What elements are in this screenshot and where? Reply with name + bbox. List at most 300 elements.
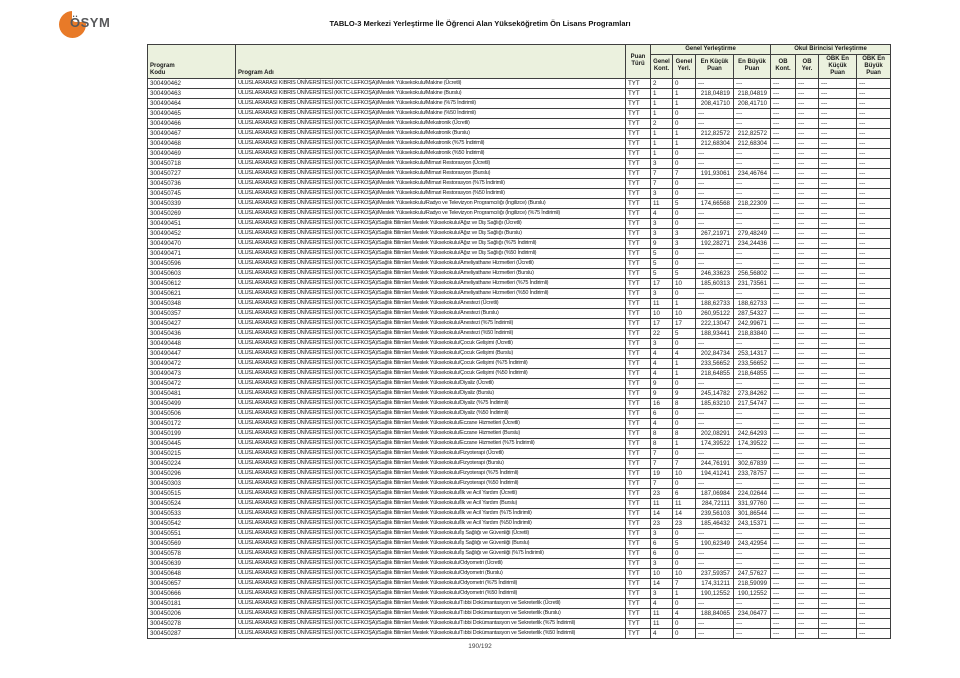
table-row (148, 598, 891, 608)
score-type-cell: TYT (626, 488, 651, 498)
table-row (148, 158, 891, 168)
obk-en-kucuk-puan-cell: --- (819, 138, 857, 148)
table-row (148, 248, 891, 258)
genel-yerl-cell: 0 (673, 178, 696, 188)
genel-yerl-cell: 0 (673, 598, 696, 608)
program-code-cell: 300450348 (148, 298, 236, 308)
en-buyuk-puan-cell: --- (734, 418, 771, 428)
score-type-cell: TYT (626, 398, 651, 408)
table-row (148, 608, 891, 618)
genel-yerl-cell: 1 (673, 358, 696, 368)
obk-en-buyuk-puan-cell: --- (857, 528, 891, 538)
ob-yer-cell: --- (796, 398, 819, 408)
en-buyuk-puan-cell: --- (734, 118, 771, 128)
table-row (148, 358, 891, 368)
table-row (148, 218, 891, 228)
program-name-cell: ULUSLARARASI KIBRIS ÜNİVERSİTESİ (KKTC-LEFKOŞA)/Sağlık Bilimleri Meslek Yüksekokulu/Eczane Hizmetleri (Burslu) (236, 428, 626, 438)
obk-en-kucuk-puan-cell: --- (819, 368, 857, 378)
ob-kont-cell: --- (771, 88, 796, 98)
table-row (148, 488, 891, 498)
program-code-cell: 300490463 (148, 88, 236, 98)
obk-en-buyuk-puan-cell: --- (857, 378, 891, 388)
ob-kont-cell: --- (771, 498, 796, 508)
obk-en-kucuk-puan-cell: --- (819, 608, 857, 618)
obk-en-kucuk-puan-cell: --- (819, 248, 857, 258)
score-type-cell: TYT (626, 98, 651, 108)
obk-en-kucuk-puan-cell: --- (819, 568, 857, 578)
obk-en-kucuk-puan-cell: --- (819, 538, 857, 548)
score-type-cell: TYT (626, 528, 651, 538)
program-code-cell: 300450621 (148, 288, 236, 298)
en-buyuk-puan-cell: 174,39522 (734, 438, 771, 448)
col-header-en-buyuk-puan: En Büyük Puan (734, 55, 771, 79)
score-type-cell: TYT (626, 88, 651, 98)
obk-en-buyuk-puan-cell: --- (857, 478, 891, 488)
obk-en-kucuk-puan-cell: --- (819, 338, 857, 348)
en-kucuk-puan-cell: --- (696, 338, 734, 348)
ob-yer-cell: --- (796, 408, 819, 418)
program-name-cell: ULUSLARARASI KIBRIS ÜNİVERSİTESİ (KKTC-LEFKOŞA)/Sağlık Bilimleri Meslek Yüksekokulu/Tıbbi Dokümantasyon ve Sekreterlik (%50 İndirimli) (236, 628, 626, 638)
obk-en-buyuk-puan-cell: --- (857, 468, 891, 478)
program-name-cell: ULUSLARARASI KIBRIS ÜNİVERSİTESİ (KKTC-LEFKOŞA)/Sağlık Bilimleri Meslek Yüksekokulu/Diyaliz (Ücretli) (236, 378, 626, 388)
obk-en-buyuk-puan-cell: --- (857, 218, 891, 228)
en-buyuk-puan-cell: --- (734, 618, 771, 628)
genel-kont-cell: 14 (651, 578, 673, 588)
program-name-cell: ULUSLARARASI KIBRIS ÜNİVERSİTESİ (KKTC-LEFKOŞA)/Sağlık Bilimleri Meslek Yüksekokulu/Çocuk Gelişimi (%50 İndirimli) (236, 368, 626, 378)
program-code-cell: 300490472 (148, 358, 236, 368)
genel-kont-cell: 6 (651, 548, 673, 558)
program-name-cell: ULUSLARARASI KIBRIS ÜNİVERSİTESİ (KKTC-LEFKOŞA)/Meslek Yüksekokulu/Mekatronik (Burslu) (236, 128, 626, 138)
program-code-cell: 300450296 (148, 468, 236, 478)
score-type-cell: TYT (626, 228, 651, 238)
program-code-cell: 300450718 (148, 158, 236, 168)
score-type-cell: TYT (626, 568, 651, 578)
obk-en-buyuk-puan-cell: --- (857, 608, 891, 618)
genel-kont-cell: 4 (651, 358, 673, 368)
program-code-cell: 300450303 (148, 478, 236, 488)
en-kucuk-puan-cell: 245,14782 (696, 388, 734, 398)
en-kucuk-puan-cell: 212,68304 (696, 138, 734, 148)
ob-kont-cell: --- (771, 528, 796, 538)
program-name-cell: ULUSLARARASI KIBRIS ÜNİVERSİTESİ (KKTC-LEFKOŞA)/Meslek Yüksekokulu/Makine (%75 İndirimli) (236, 98, 626, 108)
obk-en-kucuk-puan-cell: --- (819, 478, 857, 488)
score-type-cell: TYT (626, 418, 651, 428)
obk-en-kucuk-puan-cell: --- (819, 228, 857, 238)
obk-en-buyuk-puan-cell: --- (857, 488, 891, 498)
ob-kont-cell: --- (771, 368, 796, 378)
en-buyuk-puan-cell: 234,24436 (734, 238, 771, 248)
obk-en-buyuk-puan-cell: --- (857, 398, 891, 408)
score-type-cell: TYT (626, 318, 651, 328)
program-name-cell: ULUSLARARASI KIBRIS ÜNİVERSİTESİ (KKTC-LEFKOŞA)/Sağlık Bilimleri Meslek Yüksekokulu/Fizyoterapi (Ücretli) (236, 448, 626, 458)
genel-yerl-cell: 0 (673, 258, 696, 268)
en-kucuk-puan-cell: --- (696, 628, 734, 638)
en-kucuk-puan-cell: 267,21971 (696, 228, 734, 238)
obk-en-buyuk-puan-cell: --- (857, 118, 891, 128)
en-kucuk-puan-cell: 284,72111 (696, 498, 734, 508)
score-type-cell: TYT (626, 208, 651, 218)
score-type-cell: TYT (626, 78, 651, 88)
en-kucuk-puan-cell: 222,13047 (696, 318, 734, 328)
ob-kont-cell: --- (771, 148, 796, 158)
program-name-cell: ULUSLARARASI KIBRIS ÜNİVERSİTESİ (KKTC-LEFKOŞA)/Sağlık Bilimleri Meslek Yüksekokulu/Ağız ve Diş Sağlığı (%75 İndirimli) (236, 238, 626, 248)
obk-en-buyuk-puan-cell: --- (857, 78, 891, 88)
genel-yerl-cell: 1 (673, 368, 696, 378)
ob-kont-cell: --- (771, 348, 796, 358)
genel-kont-cell: 11 (651, 608, 673, 618)
score-type-cell: TYT (626, 518, 651, 528)
genel-kont-cell: 11 (651, 618, 673, 628)
obk-en-buyuk-puan-cell: --- (857, 358, 891, 368)
table-row (148, 618, 891, 628)
obk-en-buyuk-puan-cell: --- (857, 348, 891, 358)
program-code-cell: 300450181 (148, 598, 236, 608)
en-kucuk-puan-cell: --- (696, 528, 734, 538)
ob-yer-cell: --- (796, 308, 819, 318)
group-header-genel-yerlestirme: Genel Yerleştirme (651, 45, 771, 55)
genel-yerl-cell: 0 (673, 218, 696, 228)
table-row (148, 188, 891, 198)
score-type-cell: TYT (626, 558, 651, 568)
genel-kont-cell: 4 (651, 628, 673, 638)
en-buyuk-puan-cell: --- (734, 478, 771, 488)
obk-en-buyuk-puan-cell: --- (857, 298, 891, 308)
ob-kont-cell: --- (771, 258, 796, 268)
ob-kont-cell: --- (771, 358, 796, 368)
score-type-cell: TYT (626, 288, 651, 298)
ob-kont-cell: --- (771, 398, 796, 408)
ob-yer-cell: --- (796, 508, 819, 518)
genel-yerl-cell: 0 (673, 478, 696, 488)
program-name-cell: ULUSLARARASI KIBRIS ÜNİVERSİTESİ (KKTC-LEFKOŞA)/Meslek Yüksekokulu/Makine (Ücretli) (236, 78, 626, 88)
obk-en-buyuk-puan-cell: --- (857, 138, 891, 148)
program-code-cell: 300490464 (148, 98, 236, 108)
ob-yer-cell: --- (796, 158, 819, 168)
ob-kont-cell: --- (771, 238, 796, 248)
en-kucuk-puan-cell: 218,64855 (696, 368, 734, 378)
genel-kont-cell: 1 (651, 128, 673, 138)
en-buyuk-puan-cell: 301,86544 (734, 508, 771, 518)
score-type-cell: TYT (626, 448, 651, 458)
ob-yer-cell: --- (796, 318, 819, 328)
obk-en-kucuk-puan-cell: --- (819, 78, 857, 88)
genel-yerl-cell: 0 (673, 628, 696, 638)
ob-yer-cell: --- (796, 378, 819, 388)
table-row (148, 508, 891, 518)
ob-yer-cell: --- (796, 388, 819, 398)
en-buyuk-puan-cell: --- (734, 408, 771, 418)
program-name-cell: ULUSLARARASI KIBRIS ÜNİVERSİTESİ (KKTC-LEFKOŞA)/Sağlık Bilimleri Meslek Yüksekokulu/Çocuk Gelişimi (Burslu) (236, 348, 626, 358)
obk-en-kucuk-puan-cell: --- (819, 598, 857, 608)
program-code-cell: 300490468 (148, 138, 236, 148)
program-name-cell: ULUSLARARASI KIBRIS ÜNİVERSİTESİ (KKTC-LEFKOŞA)/Sağlık Bilimleri Meslek Yüksekokulu/Eczane Hizmetleri (%75 İndirimli) (236, 438, 626, 448)
program-code-cell: 300450603 (148, 268, 236, 278)
program-name-cell: ULUSLARARASI KIBRIS ÜNİVERSİTESİ (KKTC-LEFKOŞA)/Meslek Yüksekokulu/Mimari Restorasyon (%75 İndirimli) (236, 178, 626, 188)
ob-yer-cell: --- (796, 598, 819, 608)
genel-yerl-cell: 7 (673, 578, 696, 588)
ob-kont-cell: --- (771, 458, 796, 468)
table-row (148, 268, 891, 278)
score-type-cell: TYT (626, 188, 651, 198)
score-type-cell: TYT (626, 218, 651, 228)
program-code-cell: 300490448 (148, 338, 236, 348)
table-row (148, 118, 891, 128)
genel-kont-cell: 22 (651, 328, 673, 338)
table-row (148, 408, 891, 418)
genel-kont-cell: 10 (651, 568, 673, 578)
genel-kont-cell: 7 (651, 448, 673, 458)
genel-yerl-cell: 11 (673, 498, 696, 508)
program-name-cell: ULUSLARARASI KIBRIS ÜNİVERSİTESİ (KKTC-LEFKOŞA)/Sağlık Bilimleri Meslek Yüksekokulu/Tıbbi Dokümantasyon ve Sekreterlik (Ücretli) (236, 598, 626, 608)
program-code-cell: 300450515 (148, 488, 236, 498)
program-code-cell: 300450215 (148, 448, 236, 458)
program-name-cell: ULUSLARARASI KIBRIS ÜNİVERSİTESİ (KKTC-LEFKOŞA)/Meslek Yüksekokulu/Mimari Restorasyon (%50 İndirimli) (236, 188, 626, 198)
program-name-cell: ULUSLARARASI KIBRIS ÜNİVERSİTESİ (KKTC-LEFKOŞA)/Sağlık Bilimleri Meslek Yüksekokulu/Anestezi (Ücretli) (236, 298, 626, 308)
program-code-cell: 300450199 (148, 428, 236, 438)
program-code-cell: 300490462 (148, 78, 236, 88)
ob-yer-cell: --- (796, 98, 819, 108)
ob-kont-cell: --- (771, 478, 796, 488)
en-kucuk-puan-cell: --- (696, 618, 734, 628)
genel-yerl-cell: 0 (673, 408, 696, 418)
program-name-cell: ULUSLARARASI KIBRIS ÜNİVERSİTESİ (KKTC-LEFKOŞA)/Sağlık Bilimleri Meslek Yüksekokulu/Çocuk Gelişimi (%75 İndirimli) (236, 358, 626, 368)
obk-en-kucuk-puan-cell: --- (819, 418, 857, 428)
obk-en-buyuk-puan-cell: --- (857, 258, 891, 268)
genel-kont-cell: 2 (651, 118, 673, 128)
genel-yerl-cell: 0 (673, 288, 696, 298)
obk-en-kucuk-puan-cell: --- (819, 428, 857, 438)
en-buyuk-puan-cell: 233,78757 (734, 468, 771, 478)
en-kucuk-puan-cell: --- (696, 258, 734, 268)
obk-en-buyuk-puan-cell: --- (857, 598, 891, 608)
score-type-cell: TYT (626, 388, 651, 398)
en-buyuk-puan-cell: --- (734, 548, 771, 558)
genel-yerl-cell: 0 (673, 528, 696, 538)
program-name-cell: ULUSLARARASI KIBRIS ÜNİVERSİTESİ (KKTC-LEFKOŞA)/Sağlık Bilimleri Meslek Yüksekokulu/Ameliyathane Hizmetleri (Ücretli) (236, 258, 626, 268)
genel-yerl-cell: 0 (673, 248, 696, 258)
obk-en-kucuk-puan-cell: --- (819, 558, 857, 568)
program-name-cell: ULUSLARARASI KIBRIS ÜNİVERSİTESİ (KKTC-LEFKOŞA)/Sağlık Bilimleri Meslek Yüksekokulu/Odyometri (%50 İndirimli) (236, 588, 626, 598)
genel-kont-cell: 5 (651, 268, 673, 278)
en-buyuk-puan-cell: 190,12552 (734, 588, 771, 598)
program-code-cell: 300450506 (148, 408, 236, 418)
score-type-cell: TYT (626, 538, 651, 548)
ob-kont-cell: --- (771, 128, 796, 138)
obk-en-kucuk-puan-cell: --- (819, 288, 857, 298)
ob-yer-cell: --- (796, 578, 819, 588)
program-name-cell: ULUSLARARASI KIBRIS ÜNİVERSİTESİ (KKTC-LEFKOŞA)/Sağlık Bilimleri Meslek Yüksekokulu/Fizyoterapi (Burslu) (236, 458, 626, 468)
ob-kont-cell: --- (771, 198, 796, 208)
obk-en-kucuk-puan-cell: --- (819, 518, 857, 528)
ob-kont-cell: --- (771, 208, 796, 218)
en-kucuk-puan-cell: 185,60313 (696, 278, 734, 288)
en-buyuk-puan-cell: --- (734, 218, 771, 228)
obk-en-buyuk-puan-cell: --- (857, 328, 891, 338)
en-kucuk-puan-cell: --- (696, 418, 734, 428)
genel-yerl-cell: 0 (673, 618, 696, 628)
ob-kont-cell: --- (771, 578, 796, 588)
ob-kont-cell: --- (771, 588, 796, 598)
program-name-cell: ULUSLARARASI KIBRIS ÜNİVERSİTESİ (KKTC-LEFKOŞA)/Sağlık Bilimleri Meslek Yüksekokulu/Anestezi (Burslu) (236, 308, 626, 318)
program-code-cell: 300450172 (148, 418, 236, 428)
genel-kont-cell: 3 (651, 528, 673, 538)
ob-yer-cell: --- (796, 338, 819, 348)
obk-en-kucuk-puan-cell: --- (819, 178, 857, 188)
score-type-cell: TYT (626, 118, 651, 128)
en-buyuk-puan-cell: 302,67839 (734, 458, 771, 468)
obk-en-kucuk-puan-cell: --- (819, 438, 857, 448)
genel-yerl-cell: 0 (673, 208, 696, 218)
program-code-cell: 300490447 (148, 348, 236, 358)
genel-yerl-cell: 17 (673, 318, 696, 328)
obk-en-buyuk-puan-cell: --- (857, 248, 891, 258)
obk-en-kucuk-puan-cell: --- (819, 258, 857, 268)
obk-en-buyuk-puan-cell: --- (857, 458, 891, 468)
program-code-cell: 300450224 (148, 458, 236, 468)
en-kucuk-puan-cell: 190,62349 (696, 538, 734, 548)
program-code-cell: 300450727 (148, 168, 236, 178)
genel-yerl-cell: 0 (673, 158, 696, 168)
obk-en-buyuk-puan-cell: --- (857, 238, 891, 248)
genel-kont-cell: 1 (651, 138, 673, 148)
program-code-cell: 300490469 (148, 148, 236, 158)
ob-kont-cell: --- (771, 598, 796, 608)
ob-yer-cell: --- (796, 198, 819, 208)
ob-yer-cell: --- (796, 488, 819, 498)
en-kucuk-puan-cell: 194,41241 (696, 468, 734, 478)
en-buyuk-puan-cell: 279,48249 (734, 228, 771, 238)
en-kucuk-puan-cell: --- (696, 148, 734, 158)
ob-yer-cell: --- (796, 268, 819, 278)
en-buyuk-puan-cell: 234,46764 (734, 168, 771, 178)
program-name-cell: ULUSLARARASI KIBRIS ÜNİVERSİTESİ (KKTC-LEFKOŞA)/Sağlık Bilimleri Meslek Yüksekokulu/Tıbbi Dokümantasyon ve Sekreterlik (Burslu) (236, 608, 626, 618)
ob-kont-cell: --- (771, 138, 796, 148)
obk-en-buyuk-puan-cell: --- (857, 278, 891, 288)
program-code-cell: 300490470 (148, 238, 236, 248)
program-code-cell: 300450339 (148, 198, 236, 208)
score-type-cell: TYT (626, 258, 651, 268)
page-number: 190/192 (468, 643, 492, 650)
en-kucuk-puan-cell: 187,06984 (696, 488, 734, 498)
genel-kont-cell: 11 (651, 498, 673, 508)
table-row (148, 78, 891, 88)
ob-yer-cell: --- (796, 118, 819, 128)
ob-yer-cell: --- (796, 218, 819, 228)
en-kucuk-puan-cell: 191,93061 (696, 168, 734, 178)
score-type-cell: TYT (626, 238, 651, 248)
ob-kont-cell: --- (771, 168, 796, 178)
table-row (148, 228, 891, 238)
genel-yerl-cell: 1 (673, 438, 696, 448)
en-kucuk-puan-cell: 188,93441 (696, 328, 734, 338)
col-header-genel-kont: Genel Kont. (651, 55, 673, 79)
en-buyuk-puan-cell: 242,64293 (734, 428, 771, 438)
program-name-cell: ULUSLARARASI KIBRIS ÜNİVERSİTESİ (KKTC-LEFKOŞA)/Sağlık Bilimleri Meslek Yüksekokulu/İş Sağlığı ve Güvenliği (Burslu) (236, 538, 626, 548)
obk-en-kucuk-puan-cell: --- (819, 108, 857, 118)
genel-yerl-cell: 9 (673, 388, 696, 398)
program-name-cell: ULUSLARARASI KIBRIS ÜNİVERSİTESİ (KKTC-LEFKOŞA)/Meslek Yüksekokulu/Mimari Restorasyon (Burslu) (236, 168, 626, 178)
genel-kont-cell: 1 (651, 148, 673, 158)
en-kucuk-puan-cell: --- (696, 78, 734, 88)
table-row (148, 208, 891, 218)
genel-kont-cell: 3 (651, 288, 673, 298)
genel-yerl-cell: 10 (673, 568, 696, 578)
en-kucuk-puan-cell: 260,95122 (696, 308, 734, 318)
table-row (148, 98, 891, 108)
genel-kont-cell: 3 (651, 228, 673, 238)
obk-en-kucuk-puan-cell: --- (819, 198, 857, 208)
genel-yerl-cell: 1 (673, 138, 696, 148)
table-row (148, 478, 891, 488)
program-name-cell: ULUSLARARASI KIBRIS ÜNİVERSİTESİ (KKTC-LEFKOŞA)/Sağlık Bilimleri Meslek Yüksekokulu/Ameliyathane Hizmetleri (Burslu) (236, 268, 626, 278)
en-buyuk-puan-cell: --- (734, 448, 771, 458)
en-buyuk-puan-cell: --- (734, 598, 771, 608)
genel-kont-cell: 1 (651, 88, 673, 98)
score-type-cell: TYT (626, 158, 651, 168)
ob-yer-cell: --- (796, 78, 819, 88)
table-row (148, 148, 891, 158)
genel-yerl-cell: 23 (673, 518, 696, 528)
en-kucuk-puan-cell: --- (696, 208, 734, 218)
score-type-cell: TYT (626, 298, 651, 308)
en-buyuk-puan-cell: --- (734, 248, 771, 258)
genel-yerl-cell: 1 (673, 88, 696, 98)
genel-yerl-cell: 7 (673, 168, 696, 178)
en-kucuk-puan-cell: 185,46432 (696, 518, 734, 528)
program-name-cell: ULUSLARARASI KIBRIS ÜNİVERSİTESİ (KKTC-LEFKOŞA)/Sağlık Bilimleri Meslek Yüksekokulu/İlk ve Acil Yardım (Burslu) (236, 498, 626, 508)
program-name-cell: ULUSLARARASI KIBRIS ÜNİVERSİTESİ (KKTC-LEFKOŞA)/Meslek Yüksekokulu/Radyo ve Televizyon Programcılığı (İngilizce) (Burslu) (236, 198, 626, 208)
en-buyuk-puan-cell: --- (734, 178, 771, 188)
table-row (148, 578, 891, 588)
score-type-cell: TYT (626, 508, 651, 518)
program-code-cell: 300490467 (148, 128, 236, 138)
score-type-cell: TYT (626, 198, 651, 208)
en-buyuk-puan-cell: --- (734, 288, 771, 298)
ob-kont-cell: --- (771, 318, 796, 328)
ob-yer-cell: --- (796, 208, 819, 218)
table-row (148, 418, 891, 428)
ob-yer-cell: --- (796, 438, 819, 448)
ob-yer-cell: --- (796, 358, 819, 368)
obk-en-buyuk-puan-cell: --- (857, 418, 891, 428)
program-name-cell: ULUSLARARASI KIBRIS ÜNİVERSİTESİ (KKTC-LEFKOŞA)/Meslek Yüksekokulu/Radyo ve Televizyon Programcılığı (İngilizce) (%75 İndirimli) (236, 208, 626, 218)
ob-kont-cell: --- (771, 548, 796, 558)
obk-en-kucuk-puan-cell: --- (819, 488, 857, 498)
program-name-cell: ULUSLARARASI KIBRIS ÜNİVERSİTESİ (KKTC-LEFKOŞA)/Sağlık Bilimleri Meslek Yüksekokulu/İş Sağlığı ve Güvenliği (%75 İndirimli) (236, 548, 626, 558)
en-buyuk-puan-cell: 212,68304 (734, 138, 771, 148)
obk-en-buyuk-puan-cell: --- (857, 578, 891, 588)
table-row (148, 498, 891, 508)
genel-yerl-cell: 10 (673, 468, 696, 478)
ob-kont-cell: --- (771, 558, 796, 568)
table-row (148, 588, 891, 598)
program-name-cell: ULUSLARARASI KIBRIS ÜNİVERSİTESİ (KKTC-LEFKOŞA)/Sağlık Bilimleri Meslek Yüksekokulu/Diyaliz (%50 İndirimli) (236, 408, 626, 418)
genel-yerl-cell: 7 (673, 458, 696, 468)
en-buyuk-puan-cell: 331,97760 (734, 498, 771, 508)
program-name-cell: ULUSLARARASI KIBRIS ÜNİVERSİTESİ (KKTC-LEFKOŞA)/Sağlık Bilimleri Meslek Yüksekokulu/Anestezi (%75 İndirimli) (236, 318, 626, 328)
program-code-cell: 300450736 (148, 178, 236, 188)
program-code-cell: 300490466 (148, 118, 236, 128)
obk-en-kucuk-puan-cell: --- (819, 218, 857, 228)
genel-yerl-cell: 0 (673, 338, 696, 348)
program-name-cell: ULUSLARARASI KIBRIS ÜNİVERSİTESİ (KKTC-LEFKOŞA)/Sağlık Bilimleri Meslek Yüksekokulu/İş Sağlığı ve Güvenliği (Ücretli) (236, 528, 626, 538)
en-kucuk-puan-cell: --- (696, 598, 734, 608)
osym-logo-text: ÖSYM (70, 15, 111, 30)
program-name-cell: ULUSLARARASI KIBRIS ÜNİVERSİTESİ (KKTC-LEFKOŞA)/Sağlık Bilimleri Meslek Yüksekokulu/Eczane Hizmetleri (Ücretli) (236, 418, 626, 428)
table-row (148, 568, 891, 578)
score-type-cell: TYT (626, 478, 651, 488)
ob-kont-cell: --- (771, 408, 796, 418)
